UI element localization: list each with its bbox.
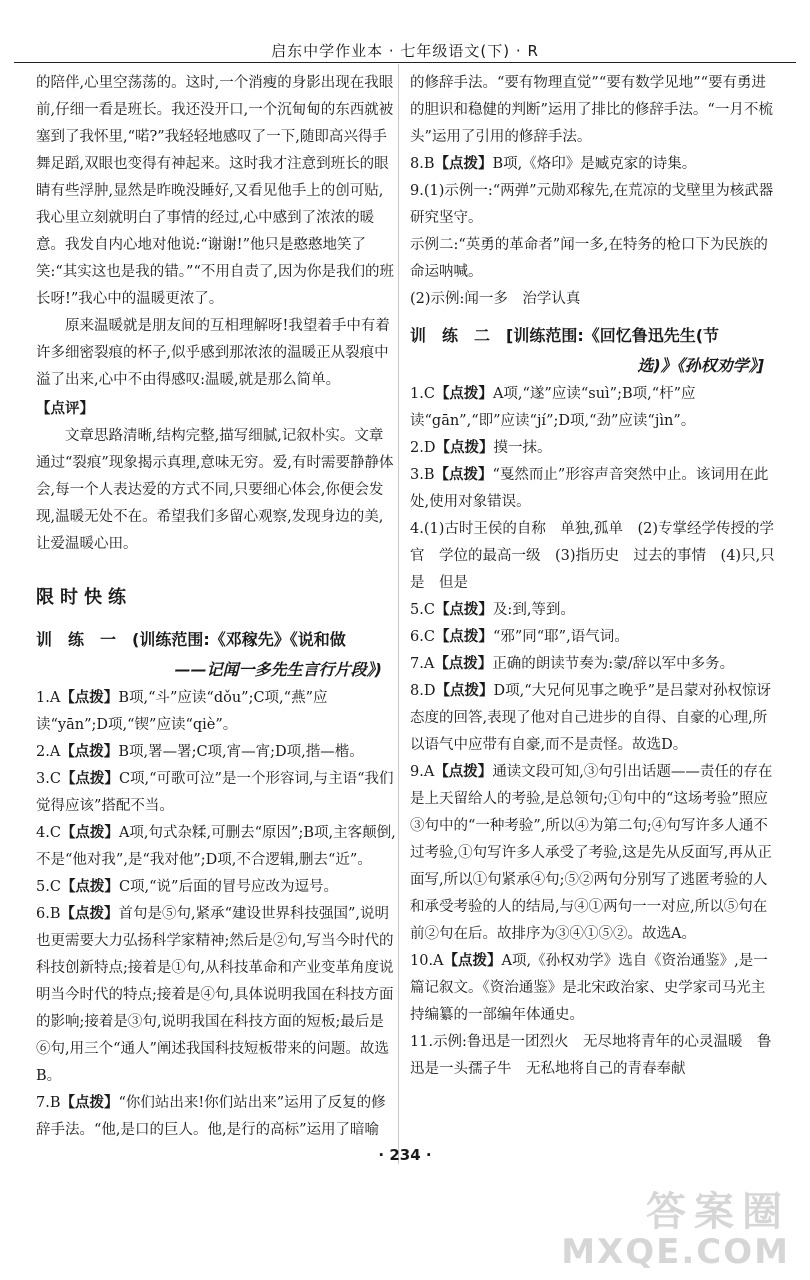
- answer-text: “戛然而止”形容声音突然中止。该词用在此处,使用对象错误。: [410, 467, 769, 510]
- answer-key: 3.C: [36, 771, 61, 787]
- answer-item: [36, 820, 396, 874]
- answer-item: [410, 435, 778, 462]
- answer-key: 9.A: [410, 764, 435, 780]
- answer-key: 2.A: [36, 744, 61, 760]
- answer-item: [410, 1029, 778, 1083]
- answer-text: 示例:鲁迅是一团烈火 无尽地将青年的心灵温暖 鲁迅是一头孺子牛 无私地将自己的青春奉献: [410, 1034, 772, 1077]
- hint-tag: 【点拨】: [60, 744, 119, 760]
- answer-key: 6.C: [410, 629, 435, 645]
- hint-tag: 【点拨】: [60, 1095, 119, 1111]
- review-text: 文章思路清晰,结构完整,描写细腻,记叙朴实。文章通过“裂痕”现象揭示真理,意味无穷。爱,有时需要静静体会,每一个人表达爱的方式不同,只要细心体会,你便会发现,温暖无处不在。希望我们多留心观察,发现身边的美,让爱温暖心田。: [36, 428, 394, 552]
- example-2: 示例二:“英勇的革命者”闻一多,在特务的枪口下为民族的命运呐喊。: [410, 237, 768, 280]
- hint-tag: 【点拨】: [60, 690, 119, 706]
- page-header: [14, 0, 796, 64]
- answer-item: [410, 151, 778, 178]
- drill-2-heading: 训 练 二 [训练范围:《回忆鲁迅先生(节: [410, 326, 720, 345]
- answer-text: 摸一抹。: [493, 440, 552, 456]
- answer-text: “邪”同“耶”,语气词。: [492, 629, 629, 645]
- answer-item: [36, 901, 396, 1090]
- hint-tag: 【点拨】: [435, 440, 494, 456]
- drill-2-subheading: 选)》《孙权劝学》]: [637, 356, 764, 375]
- essay-paragraph-2: 原来温暖就是朋友间的互相理解呀!我望着手中有着许多细密裂痕的杯子,似乎感到那浓浓的温暖正从裂痕中溢了出来,心中不由得感叹:温暖,就是那么简单。: [36, 318, 390, 388]
- answer-text: (1)示例一:“两弹”元勋邓稼先,在荒凉的戈壁里为核武器研究坚守。: [410, 183, 774, 226]
- hint-tag: 【点拨】: [434, 602, 493, 618]
- answer-key: 5.C: [36, 879, 61, 895]
- answer-key: 1.A: [36, 690, 61, 706]
- answer-key: 4.C: [36, 825, 61, 841]
- hint-tag: 【点拨】: [434, 386, 493, 402]
- answer-item: [410, 651, 778, 678]
- answer-item: [410, 597, 778, 624]
- drill-1-subheading: ——记闻一多先生言行片段》): [174, 660, 382, 679]
- answer-key: 3.B: [410, 467, 435, 483]
- hint-tag: 【点拨】: [434, 467, 493, 483]
- answer-text: 通读文段可知,③句引出话题——责任的存在是上天留给人的考验,是总领句;①句中的“这场考验”照应③句中的“一种考验”,所以④为第二句;④句写许多人通不过考验,①句写许多人承受了考验,这是先从反面写,再从正面写,所以①句紧承④句;⑤②两句分别写了逃匿考验的人和承受考验的人的结局,与④①两句一一对应,所以⑤句在前②句在后。故排序为③④①⑤②。故选A。: [410, 764, 773, 942]
- hint-tag: 【点拨】: [435, 683, 494, 699]
- answer-item: [36, 739, 396, 766]
- answer-item: [410, 678, 778, 759]
- watermark-logo: [540, 1190, 790, 1270]
- answer-text: “你们站出来!你们站出来”运用了反复的修辞手法。“他,是口的巨人。他,是行的高标”运用了暗喻: [36, 1095, 386, 1138]
- hint-tag: 【点拨】: [60, 879, 119, 895]
- hint-tag: 【点拨】: [60, 906, 119, 922]
- hint-tag: 【点拨】: [60, 771, 119, 787]
- answer-text: A项,句式杂糅,可删去“原因”;B项,主客颠倒,不是“他对我”,是“我对他”;D项,不合逻辑,删去“近”。: [36, 825, 396, 868]
- column-divider: [398, 64, 399, 1164]
- answer-item: [410, 759, 778, 948]
- drill-1-heading: 训 练 一 (训练范围:《邓稼先》《说和做: [36, 630, 346, 649]
- answer-key: 5.C: [410, 602, 435, 618]
- answer-text: C项,“可歌可泣”是一个形容词,与主语“我们觉得应该”搭配不当。: [36, 771, 394, 814]
- answer-item: [36, 766, 396, 820]
- watermark-text-en: MXQE.COM: [561, 1232, 790, 1272]
- watermark-text-cn: 答案圈: [646, 1189, 790, 1235]
- answer-key: 1.C: [410, 386, 435, 402]
- answer-item: [410, 381, 778, 435]
- answer-item: [410, 462, 778, 516]
- answer-text: B项,“斗”应读“dǒu”;C项,“燕”应读“yān”;D项,“锲”应读“qiè”。: [36, 690, 328, 733]
- answer-item: [410, 516, 778, 597]
- answer-text: 及:到,等到。: [492, 602, 575, 618]
- page-number: · 234 ·: [378, 1146, 432, 1164]
- answer-text: A项,《孙权劝学》选自《资治通鉴》,是一篇记叙文。《资治通鉴》是北宋政治家、史学家司马光主持编纂的一部编年体通史。: [410, 953, 768, 1023]
- answer-key: 2.D: [410, 440, 436, 456]
- header-title: 启东中学作业本 · 七年级语文(下) · R: [271, 42, 539, 60]
- answer-item: [36, 874, 396, 901]
- section-title: 限时快练: [36, 587, 132, 608]
- continued-answer-text: 的修辞手法。“要有物理直觉”“要有数学见地”“要有勇进的胆识和稳健的判断”运用了排比的修辞手法。“一月不梳头”运用了引用的修辞手法。: [410, 75, 773, 145]
- answer-text: D项,“大兄何见事之晚乎”是吕蒙对孙权惊讶态度的回答,表现了他对自己进步的自得、自豪的心理,所以语气中应带有自豪,而不是责怪。故选D。: [410, 683, 772, 753]
- answer-text: C项,“说”后面的冒号应改为逗号。: [118, 879, 338, 895]
- answer-key: 10.A: [410, 953, 444, 969]
- answer-key: 4.: [410, 521, 424, 537]
- answer-key: 11.: [410, 1034, 434, 1050]
- answer-text: 正确的朗读节奏为:蒙/辞以军中多务。: [492, 656, 735, 672]
- answer-key: 8.B: [410, 156, 435, 172]
- answer-text: B项,署—署;C项,宵—宵;D项,揩—楷。: [118, 744, 364, 760]
- header-rule: [14, 62, 796, 63]
- hint-tag: 【点拨】: [60, 825, 119, 841]
- drill-1-answers: [36, 685, 396, 1144]
- answer-item: [410, 624, 778, 651]
- answer-key: 9.: [410, 183, 424, 199]
- answer-text: A项,“遂”应读“suì”;B项,“杆”应读“gān”,“即”应读“jí”;D项,“劲”应读“jìn”。: [410, 386, 696, 429]
- drill-2-answers: [410, 381, 778, 1083]
- review-label: 【点评】: [36, 401, 94, 417]
- hint-tag: 【点拨】: [434, 764, 493, 780]
- answer-text: (1)古时王侯的自称 单独,孤单 (2)专掌经学传授的学官 学位的最高一级 (3)指历史 过去的事情 (4)只,只是 但是: [410, 521, 775, 591]
- answer-item: [410, 178, 778, 232]
- answer-key: 7.B: [36, 1095, 61, 1111]
- example-3: (2)示例:闻一多 治学认真: [410, 291, 581, 307]
- answer-item: [36, 1090, 396, 1144]
- answer-key: 7.A: [410, 656, 435, 672]
- hint-tag: 【点拨】: [434, 656, 493, 672]
- hint-tag: 【点拨】: [434, 156, 493, 172]
- hint-tag: 【点拨】: [443, 953, 502, 969]
- answer-item: [36, 685, 396, 739]
- answer-key: 6.B: [36, 906, 61, 922]
- left-column: [36, 70, 396, 1144]
- answer-item: [410, 948, 778, 1029]
- answer-text: B项,《烙印》是臧克家的诗集。: [492, 156, 697, 172]
- right-column: [410, 70, 778, 1083]
- answer-key: 8.D: [410, 683, 436, 699]
- essay-paragraph-1: 的陪伴,心里空荡荡的。这时,一个消瘦的身影出现在我眼前,仔细一看是班长。我还没开口,一个沉甸甸的东西就被塞到了我怀里,“喏?”我轻轻地感叹了一下,随即高兴得手舞足蹈,双眼也变得有神起来。这时我才注意到班长的眼睛有些浮肿,显然是昨晚没睡好,又看见他手上的创可贴,我心里立刻就明白了事情的经过,心中感到了浓浓的暖意。我发自内心地对他说:“谢谢!”他只是憨憨地笑了笑:“其实这也是我的错。”“不用自责了,因为你是我们的班长呀!”我心中的温暖更浓了。: [36, 75, 394, 307]
- hint-tag: 【点拨】: [434, 629, 493, 645]
- answer-text: 首句是⑤句,紧承“建设世界科技强国”,说明也更需要大力弘扬科学家精神;然后是②句,写当今时代的科技创新特点;接着是①句,从科技革命和产业变革角度说明当今时代的特点;接着是④句,具体说明我国在科技方面的影响;接着是③句,说明我国在科技方面的短板;最后是⑥句,用三个“通人”阐述我国科技短板带来的问题。故选B。: [36, 906, 394, 1084]
